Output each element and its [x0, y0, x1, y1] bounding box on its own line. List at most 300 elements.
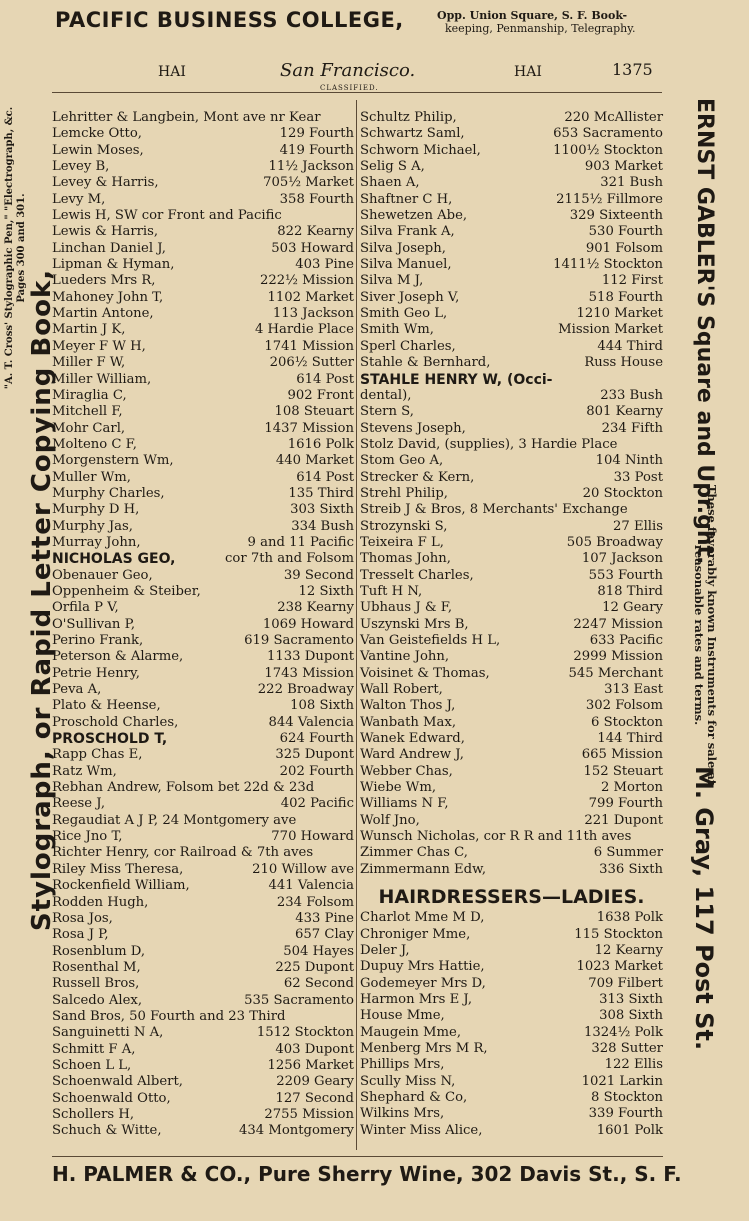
entry-address: 801 Kearny: [586, 404, 663, 420]
entry-name: Lipman & Hyman,: [52, 257, 175, 273]
entry-name: Schoenwald Otto,: [52, 1090, 171, 1106]
list-item: [360, 502, 663, 518]
entry-address: 129 Fourth: [279, 126, 354, 142]
list-item: [52, 551, 354, 567]
entry-name: Shephard & Co,: [360, 1089, 468, 1105]
list-item: [52, 829, 354, 845]
entry-address: 1256 Market: [267, 1057, 354, 1073]
entry-name: Dupuy Mrs Hattie,: [360, 959, 485, 975]
entry-address: 6 Summer: [593, 845, 663, 861]
entry-name: Schworn Michael,: [360, 142, 481, 158]
entry-address: 220 McAllister: [564, 110, 663, 125]
list-item: [52, 911, 354, 927]
entry-name: Maugein Mme,: [360, 1024, 462, 1040]
entry-name: Salcedo Alex,: [52, 992, 143, 1008]
entry-address: 62 Second: [283, 976, 354, 992]
list-item: [52, 241, 354, 257]
list-item: [360, 1090, 663, 1106]
list-item: [360, 322, 663, 338]
list-item: [52, 895, 354, 911]
entry-address: 108 Steuart: [274, 404, 354, 420]
entry-name: Uszynski Mrs B,: [360, 616, 469, 632]
entry-name: Lewis H, SW cor Front and Pacific: [52, 208, 282, 224]
list-item: [52, 747, 354, 763]
entry-address: 2999 Mission: [573, 649, 663, 665]
list-item: [360, 273, 663, 289]
top-ad-title: PACIFIC BUSINESS COLLEGE,: [55, 8, 404, 32]
entry-address: 902 Front: [287, 387, 354, 403]
entry-address: 504 Hayes: [283, 943, 354, 959]
list-item: [52, 143, 354, 159]
entry-address: 844 Valencia: [268, 714, 354, 730]
entry-address: 665 Mission: [581, 747, 663, 763]
entry-address: 135 Third: [288, 485, 354, 501]
entry-address: 545 Merchant: [568, 665, 663, 681]
entry-address: 127 Second: [275, 1090, 354, 1106]
entry-name: Silva Frank A,: [360, 224, 455, 240]
entry-address: 302 Folsom: [585, 698, 663, 714]
entry-name: Levy M,: [52, 191, 106, 207]
list-item: [52, 1091, 354, 1107]
entry-address: 614 Post: [296, 469, 354, 485]
entry-name: Ubhaus J & F,: [360, 600, 453, 616]
entry-address: 2 Morton: [600, 780, 663, 796]
list-item: [360, 698, 663, 714]
entry-address: 901 Folsom: [585, 240, 663, 256]
entry-name: Stern S,: [360, 404, 414, 420]
entry-address: 308 Sixth: [599, 1008, 663, 1024]
entry-address: 122 Ellis: [604, 1057, 663, 1073]
entry-name: O'Sullivan P,: [52, 616, 136, 632]
entry-name: Peterson & Alarme,: [52, 649, 184, 665]
entry-address: Mission Market: [558, 322, 663, 338]
list-item: [52, 404, 354, 420]
entry-address: 33 Post: [613, 469, 663, 485]
entry-address: 107 Jackson: [581, 551, 663, 567]
list-item: [360, 927, 663, 943]
entry-address: 657 Clay: [295, 927, 354, 943]
entry-address: 221 Dupont: [584, 812, 663, 828]
entry-name: Williams N F,: [360, 796, 449, 812]
list-item: [360, 764, 663, 780]
entry-name: Wunsch Nicholas, cor R R and 11th aves: [360, 829, 632, 845]
entry-address: 4 Hardie Place: [254, 322, 354, 338]
list-item: [360, 584, 663, 600]
entry-address: 903 Market: [584, 159, 663, 175]
list-item: [52, 290, 354, 306]
entry-name: Peva A,: [52, 682, 102, 698]
list-item: [360, 470, 663, 486]
entry-address: 1069 Howard: [262, 616, 354, 632]
entry-name: Obenauer Geo,: [52, 567, 153, 583]
entry-address: 624 Fourth: [279, 731, 354, 747]
entry-address: 144 Third: [597, 731, 663, 747]
entry-name: Stom Geo A,: [360, 453, 444, 469]
list-item: [52, 273, 354, 289]
entry-address: 1741 Mission: [264, 338, 354, 354]
entry-address: Russ House: [584, 355, 663, 371]
list-item: [360, 1057, 663, 1073]
entry-address: 535 Sacramento: [244, 992, 354, 1008]
list-item: [52, 486, 354, 502]
entry-name: Levey & Harris,: [52, 175, 159, 191]
entry-name: Morgenstern Wm,: [52, 453, 174, 469]
list-item: [360, 633, 663, 649]
entry-address: 433 Pine: [295, 910, 354, 926]
list-item: [52, 878, 354, 894]
list-item: [360, 1025, 663, 1041]
entry-address: 1210 Market: [576, 306, 663, 322]
entry-name: Tresselt Charles,: [360, 567, 474, 583]
list-item: [52, 208, 354, 224]
list-item: [360, 519, 663, 535]
top-advertisement: [55, 8, 655, 44]
entry-name: Shewetzen Abe,: [360, 208, 468, 224]
entry-name: Schultz Philip,: [360, 110, 457, 125]
list-item: [360, 551, 663, 567]
entry-name: Strozynski S,: [360, 518, 448, 534]
entry-address: 12 Kearny: [594, 942, 663, 958]
entry-name: Schoen L L,: [52, 1057, 132, 1073]
entry-address: 234 Fifth: [601, 420, 663, 436]
entry-address: 222½ Mission: [259, 273, 354, 289]
list-item: [52, 437, 354, 453]
entry-address: 1616 Polk: [287, 436, 354, 452]
list-item: [360, 175, 663, 191]
list-item: [360, 780, 663, 796]
entry-name: Rockenfield William,: [52, 878, 190, 894]
list-item: [360, 1008, 663, 1024]
entry-name: Menberg Mrs M R,: [360, 1040, 488, 1056]
right-margin-advertisement: [668, 50, 748, 1170]
list-item: [52, 1009, 354, 1025]
entry-address: 1023 Market: [576, 959, 663, 975]
entry-address: 799 Fourth: [588, 796, 663, 812]
entry-address: 441 Valencia: [268, 878, 354, 894]
entry-name: PROSCHOLD T,: [52, 731, 168, 748]
entry-address: 2115½ Fillmore: [556, 191, 663, 207]
entry-address: 1743 Mission: [264, 665, 354, 681]
list-item: [360, 437, 663, 453]
entry-name: Plato & Heense,: [52, 698, 161, 714]
entry-name: Zimmermann Edw,: [360, 861, 487, 877]
entry-address: 2755 Mission: [264, 1106, 354, 1122]
entry-address: 20 Stockton: [582, 485, 663, 501]
entry-address: 1324½ Polk: [583, 1024, 663, 1040]
list-item: [52, 502, 354, 518]
list-item: [52, 960, 354, 976]
entry-name: Stahle & Bernhard,: [360, 355, 491, 371]
list-item: [52, 568, 354, 584]
list-item: [360, 617, 663, 633]
entry-name: Murray John,: [52, 534, 141, 550]
list-item: [52, 682, 354, 698]
entry-address: 402 Pacific: [280, 796, 354, 812]
entry-address: 334 Bush: [291, 518, 354, 534]
entry-name: Charlot Mme M D,: [360, 910, 485, 926]
entry-address: 633 Pacific: [589, 633, 663, 648]
header-left: HAI: [158, 64, 186, 80]
entry-name: Lehritter & Langbein, Mont ave nr Kear: [52, 110, 321, 125]
entry-address: 27 Ellis: [612, 518, 663, 534]
entry-name: Webber Chas,: [360, 763, 453, 779]
entry-name: Lemcke Otto,: [52, 126, 142, 142]
right-ad-address: M. Gray, 117 Post St.: [690, 765, 718, 1051]
list-item: [360, 486, 663, 502]
entry-address: 328 Sutter: [591, 1040, 663, 1056]
entry-address: 505 Broadway: [566, 534, 663, 550]
entry-name: Zimmer Chas C,: [360, 845, 468, 861]
page-number: 1375: [612, 60, 653, 79]
entry-name: Thomas John,: [360, 551, 451, 567]
entry-name: Chroniger Mme,: [360, 926, 471, 942]
list-item: [52, 731, 354, 747]
list-item: [360, 862, 663, 878]
list-item: [52, 192, 354, 208]
list-item: [52, 372, 354, 388]
list-item: [360, 208, 663, 224]
list-item: [360, 568, 663, 584]
entry-address: 339 Fourth: [588, 1106, 663, 1122]
list-item: [52, 796, 354, 812]
entry-name: Rice Jno T,: [52, 829, 123, 845]
entry-name: Voisinet & Thomas,: [360, 665, 490, 681]
list-item: [52, 600, 354, 616]
entry-name: Murphy Jas,: [52, 518, 133, 534]
list-item: [360, 290, 663, 306]
list-item: [52, 845, 354, 861]
entry-name: Miraglia C,: [52, 387, 127, 403]
list-item: [52, 224, 354, 240]
list-item: [360, 731, 663, 747]
entry-name: Wolf Jno,: [360, 812, 420, 828]
entry-name: Silva Joseph,: [360, 240, 446, 256]
right-ad-body: These favorably known Instruments for sale at reasonable rates and terms.: [692, 484, 719, 786]
list-item: [52, 159, 354, 175]
entry-address: 115 Stockton: [574, 926, 663, 942]
entry-name: Rapp Chas E,: [52, 747, 143, 763]
entry-name: Meyer F W H,: [52, 338, 146, 354]
entry-name: Molteno C F,: [52, 436, 137, 452]
list-item: [360, 1074, 663, 1090]
list-item: [52, 110, 354, 126]
header-city: San Francisco.: [280, 60, 416, 81]
list-item: [52, 715, 354, 731]
entry-name: Schollers H,: [52, 1106, 135, 1122]
entry-name: STAHLE HENRY W, (Occi-: [360, 371, 553, 388]
column-divider: [356, 100, 357, 1150]
entry-name: Winter Miss Alice,: [360, 1122, 483, 1138]
entry-address: 403 Pine: [295, 257, 354, 273]
entry-name: Deler J,: [360, 942, 410, 958]
list-item: [360, 1041, 663, 1057]
entry-name: Schuch & Witte,: [52, 1123, 162, 1139]
entry-name: Stolz David, (supplies), 3 Hardie Place: [360, 436, 618, 452]
entry-name: Mahoney John T,: [52, 289, 164, 305]
list-item: [52, 126, 354, 142]
list-item: [360, 747, 663, 763]
entry-address: 113 Jackson: [272, 306, 354, 322]
entry-address: 152 Steuart: [583, 763, 663, 779]
entry-name: Shaen A,: [360, 175, 420, 191]
entry-name: Martin J K,: [52, 322, 126, 338]
list-item: [360, 910, 663, 926]
entry-name: Regaudiat A J P, 24 Montgomery ave: [52, 812, 297, 828]
entry-name: Wanek Edward,: [360, 731, 465, 747]
entry-address: 822 Kearny: [277, 224, 354, 240]
entry-address: 11½ Jackson: [268, 159, 354, 175]
entry-address: 358 Fourth: [279, 191, 354, 207]
entry-name: dental),: [360, 387, 412, 403]
entry-address: 108 Sixth: [290, 698, 354, 714]
entry-address: 8 Stockton: [591, 1089, 663, 1105]
entry-name: Siver Joseph V,: [360, 289, 460, 305]
entry-name: Rosenblum D,: [52, 943, 146, 959]
entry-name: Miller F W,: [52, 355, 126, 371]
entry-name: Rebhan Andrew, Folsom bet 22d & 23d: [52, 780, 315, 796]
list-item: [360, 1106, 663, 1122]
entry-address: 705½ Market: [263, 175, 354, 191]
entry-address: 403 Dupont: [275, 1041, 354, 1057]
entry-name: Richter Henry, cor Railroad & 7th aves: [52, 845, 314, 861]
entry-name: Reese J,: [52, 796, 106, 812]
entry-name: Wiebe Wm,: [360, 780, 437, 796]
entry-address: 709 Filbert: [588, 975, 663, 991]
list-item: [360, 845, 663, 861]
list-item: [52, 306, 354, 322]
entry-address: 104 Ninth: [595, 453, 663, 469]
entry-address: 1601 Polk: [596, 1122, 663, 1138]
entry-address: 225 Dupont: [275, 959, 354, 975]
entry-name: Sand Bros, 50 Fourth and 23 Third: [52, 1008, 286, 1024]
list-item: [52, 355, 354, 371]
top-ad-line1: Opp. Union Square, S. F. Book-: [437, 9, 628, 22]
list-item: [52, 1074, 354, 1090]
entry-address: 6 Stockton: [591, 714, 663, 730]
list-item: [360, 192, 663, 208]
entry-address: 325 Dupont: [275, 747, 354, 763]
list-item: [52, 666, 354, 682]
entry-name: Oppenheim & Steiber,: [52, 583, 201, 599]
list-item: [52, 339, 354, 355]
entry-name: Rodden Hugh,: [52, 894, 149, 910]
list-item: [52, 257, 354, 273]
entry-name: Harmon Mrs E J,: [360, 991, 473, 1007]
entry-address: 39 Second: [283, 567, 354, 583]
entry-name: Teixeira F L,: [360, 534, 444, 550]
list-item: [52, 813, 354, 829]
left-ad-main: Stylograph, or Rapid Letter Copying Book,: [27, 268, 57, 932]
entry-name: Ratz Wm,: [52, 763, 117, 779]
entry-address: 518 Fourth: [588, 289, 663, 305]
entry-address: 818 Third: [597, 583, 663, 599]
entry-name: Tuft H N,: [360, 583, 423, 599]
entry-address: 206½ Sutter: [269, 355, 354, 371]
entry-address: 313 East: [604, 682, 663, 698]
list-item: [360, 829, 663, 845]
list-item: [52, 976, 354, 992]
entry-name: Selig S A,: [360, 159, 425, 175]
entry-name: Godemeyer Mrs D,: [360, 975, 486, 991]
entry-name: Silva M J,: [360, 273, 424, 289]
entry-address: 770 Howard: [271, 829, 354, 845]
entry-name: Wilkins Mrs,: [360, 1106, 445, 1122]
header-subtitle: CLASSIFIED.: [320, 84, 379, 92]
list-item: [360, 306, 663, 322]
list-item: [52, 698, 354, 714]
entry-address: 619 Sacramento: [244, 633, 354, 648]
list-item: [52, 1058, 354, 1074]
list-item: [52, 519, 354, 535]
list-item: [52, 1042, 354, 1058]
left-column: [52, 110, 354, 1140]
entry-address: 530 Fourth: [588, 224, 663, 240]
entry-name: Rosenthal M,: [52, 959, 141, 975]
list-item: [52, 764, 354, 780]
entry-address: 238 Kearny: [277, 600, 354, 616]
list-item: [52, 1107, 354, 1123]
list-item: [360, 110, 663, 126]
entry-name: Miller William,: [52, 371, 152, 387]
entry-name: Orfila P V,: [52, 600, 119, 616]
list-item: [52, 421, 354, 437]
list-item: [360, 339, 663, 355]
entry-name: Sanguinetti N A,: [52, 1025, 164, 1041]
list-item: [360, 421, 663, 437]
entry-name: Schoenwald Albert,: [52, 1074, 183, 1090]
list-item: [360, 682, 663, 698]
entry-name: Phillips Mrs,: [360, 1057, 445, 1073]
entry-address: 1437 Mission: [264, 420, 354, 436]
entry-address: 1100½ Stockton: [553, 142, 663, 158]
entry-name: Rosa Jos,: [52, 910, 113, 926]
list-item: [360, 388, 663, 404]
list-item: [360, 976, 663, 992]
list-item: [360, 224, 663, 240]
entry-name: Schmitt F A,: [52, 1041, 136, 1057]
entry-address: 2209 Geary: [276, 1074, 354, 1090]
header-right: HAI: [514, 64, 542, 80]
entry-name: Rosa J P,: [52, 927, 109, 943]
entry-name: Martin Antone,: [52, 306, 154, 322]
entry-name: Linchan Daniel J,: [52, 240, 166, 256]
list-item: [52, 175, 354, 191]
hairdressers-heading: HAIRDRESSERS—LADIES.: [378, 886, 645, 909]
list-item: [52, 453, 354, 469]
entry-address: 614 Post: [296, 371, 354, 387]
list-item: [360, 126, 663, 142]
entry-name: Silva Manuel,: [360, 257, 452, 273]
entry-address: 1133 Dupont: [267, 649, 354, 665]
entry-address: 419 Fourth: [279, 142, 354, 158]
list-item: [52, 535, 354, 551]
entry-name: Strehl Philip,: [360, 485, 448, 501]
list-item: [52, 388, 354, 404]
entry-name: Schwartz Saml,: [360, 126, 465, 142]
entry-name: Muller Wm,: [52, 469, 131, 485]
entry-name: Van Geistefields H L,: [360, 633, 501, 648]
running-header: [52, 58, 662, 93]
list-item: [360, 355, 663, 371]
entry-address: 210 Willow ave: [252, 861, 354, 877]
entry-address: 329 Sixteenth: [569, 208, 663, 224]
entry-address: 9 and 11 Pacific: [247, 534, 354, 550]
entry-name: Wanbath Max,: [360, 714, 457, 730]
list-item: [52, 993, 354, 1009]
list-item: [52, 1025, 354, 1041]
entry-name: Ward Andrew J,: [360, 747, 464, 763]
entry-address: 222 Broadway: [257, 682, 354, 698]
